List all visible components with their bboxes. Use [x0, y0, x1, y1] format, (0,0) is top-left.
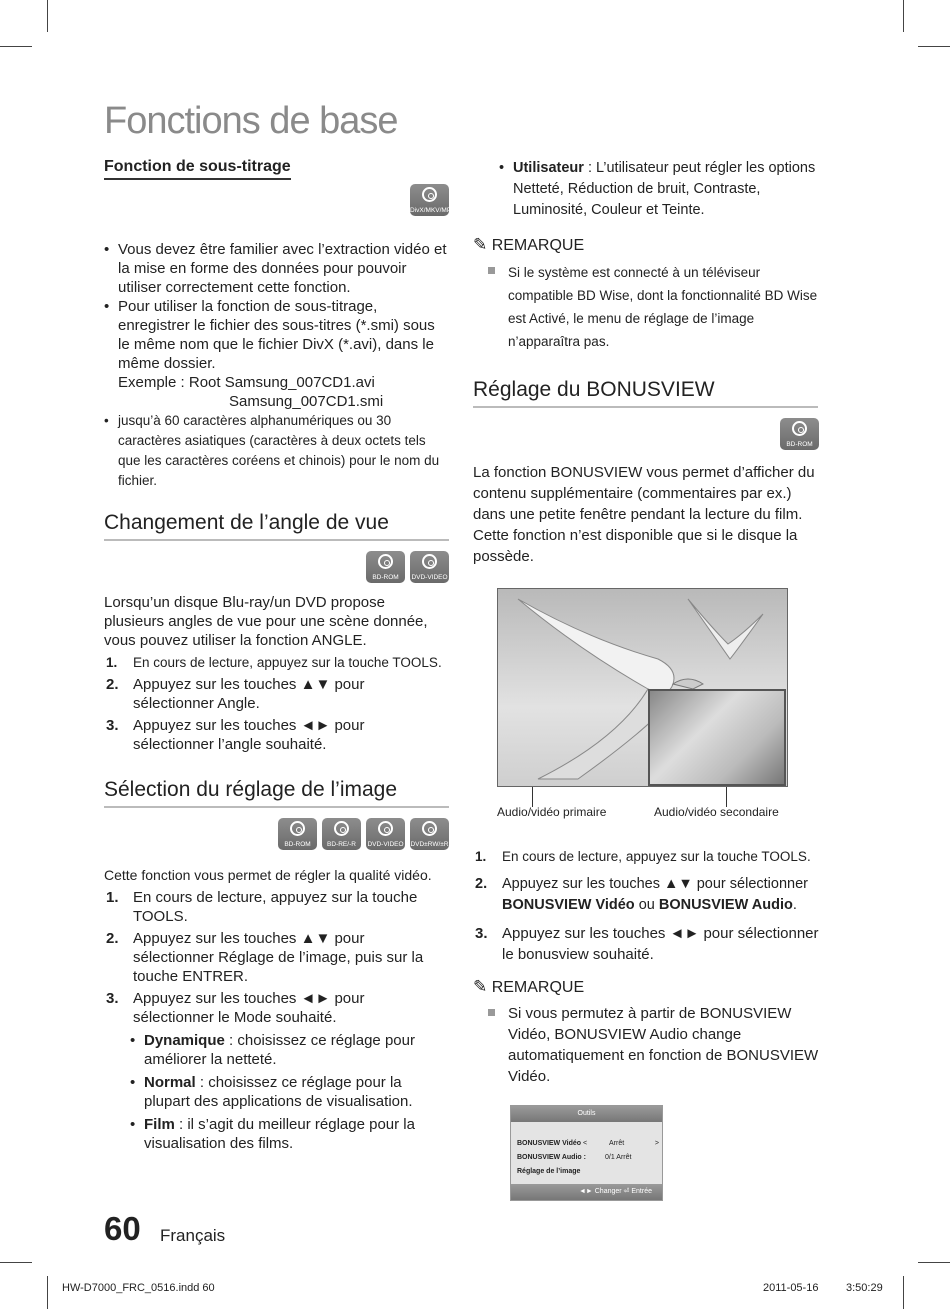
caption-secondary: Audio/vidéo secondaire: [654, 805, 779, 819]
bd-re-disc-icon: BD-RE/-R: [322, 818, 361, 850]
caption-primary: Audio/vidéo primaire: [497, 805, 607, 819]
dvd-rw-disc-icon: DVD±RW/±R: [410, 818, 449, 850]
list-item: • jusqu’à 60 caractères alphanumériques ou 30 caractères asiatiques (caractères à deux octets tels que les caractères coréens et chinois) pour le nom du fichier.: [104, 411, 449, 491]
angle-steps: [104, 653, 449, 754]
angle-intro: Lorsqu’un disque Blu-ray/un DVD propose plusieurs angles de vue pour une scène donnée, vous pouvez utiliser la fonction ANGLE.: [104, 594, 428, 649]
list-item: 1. En cours de lecture, appuyez sur la touche TOOLS.: [106, 655, 442, 670]
bd-rom-disc-icon: BD-ROM: [278, 818, 317, 850]
subtitle-bullets: [104, 240, 449, 491]
menu-footer: ◄► Changer ⏎ Entrée: [511, 1184, 662, 1200]
list-item: Si vous permutez à partir de BONUSVIEW Vidéo, BONUSVIEW Audio change automatiquement en fonction de BONUSVIEW Vidéo.: [473, 1003, 819, 1087]
left-column: [104, 158, 455, 1157]
image-disc-icons: [104, 818, 449, 850]
image-intro: Cette fonction vous permet de régler la qualité vidéo.: [104, 867, 432, 883]
pencil-icon: ✎: [473, 235, 488, 254]
crop-mark: [903, 0, 904, 32]
list-item: 3. Appuyez sur les touches ◄► pour sélectionner l’angle souhaité.: [106, 717, 365, 753]
page-language: Français: [160, 1226, 226, 1245]
list-item: • Vous devez être familier avec l’extraction vidéo et la mise en forme des données pour pouvoir utiliser correctement cette fonction.: [104, 240, 449, 297]
subtitle-heading: Fonction de sous-titrage: [104, 158, 291, 180]
subtitle-format-icons: [104, 184, 455, 216]
bonusview-illustration: [497, 588, 788, 787]
bonusview-steps-block: [473, 847, 819, 1087]
dvd-video-disc-icon: DVD-VIDEO: [410, 551, 449, 583]
callout-line: [726, 787, 727, 807]
menu-title: Outils: [511, 1106, 662, 1122]
list-item: Si le système est connecté à un téléviseur compatible BD Wise, dont la fonctionnalité BD Wise est Activé, le menu de réglage de l’image n’apparaîtra pas.: [473, 261, 819, 353]
list-item: • Dynamique : choisissez ce réglage pour améliorer la netteté.: [130, 1031, 449, 1069]
list-item: 2. Appuyez sur les touches ▲▼ pour sélectionner Réglage de l’image, puis sur la touche ENTRER.: [106, 930, 424, 985]
divx-disc-icon: DivX/MKV/MP4: [410, 184, 449, 216]
crop-mark: [918, 46, 950, 47]
angle-heading: Changement de l’angle de vue: [104, 511, 449, 541]
file-slug: HW-D7000_FRC_0516.indd 60: [62, 1282, 215, 1294]
list-item: • Film : il s’agit du meilleur réglage pour la visualisation des films.: [130, 1115, 449, 1153]
crop-mark: [903, 1276, 904, 1309]
angle-disc-icons: [104, 551, 449, 583]
image-heading: Sélection du réglage de l’image: [104, 778, 449, 808]
bonusview-disc-icons: [473, 418, 819, 450]
mode-list: [130, 1031, 449, 1153]
list-item: 1. En cours de lecture, appuyez sur la touche TOOLS.: [475, 849, 811, 864]
list-item: 3. Appuyez sur les touches ◄► pour sélectionner le Mode souhaité. • Dynamique : choisissez ce réglage pour améliorer la netteté. • Normal : choisissez ce réglage pour la plupart des applications de visualisation. • Film : il s’agit du meilleur réglage pour la visualisation des films.: [104, 989, 449, 1153]
bd-rom-disc-icon: BD-ROM: [780, 418, 819, 450]
slug-time: 3:50:29: [846, 1282, 883, 1294]
note-title: ✎ REMARQUE: [473, 235, 585, 254]
right-column: [473, 158, 819, 567]
crop-mark: [47, 1276, 48, 1309]
example-line: Samsung_007CD1.smi: [229, 393, 384, 410]
slug-date: 2011-05-16: [763, 1282, 819, 1294]
image-steps: [104, 888, 449, 1153]
list-item: 2. Appuyez sur les touches ▲▼ pour sélectionner BONUSVIEW Vidéo ou BONUSVIEW Audio.: [475, 876, 808, 913]
page-number: 60: [104, 1210, 141, 1247]
note-title: ✎ REMARQUE: [473, 977, 585, 996]
callout-line: [532, 787, 533, 807]
note-list: [473, 261, 819, 353]
bonusview-heading: Réglage du BONUSVIEW: [473, 378, 818, 408]
note-list: [473, 1003, 819, 1087]
crop-mark: [0, 46, 32, 47]
bonusview-steps: [473, 847, 819, 965]
list-item: • Utilisateur : L’utilisateur peut régler les options Netteté, Réduction de bruit, Contraste, Luminosité, Couleur et Teinte.: [499, 158, 819, 221]
list-item: • Normal : choisissez ce réglage pour la plupart des applications de visualisation.: [130, 1073, 449, 1111]
list-item: 1. En cours de lecture, appuyez sur la touche TOOLS.: [106, 889, 418, 925]
example-line: Exemple : Root Samsung_007CD1.avi: [118, 374, 375, 391]
page-title: Fonctions de base: [104, 100, 398, 142]
user-mode-list: [499, 158, 819, 221]
menu-row: Réglage de l’image: [517, 1168, 581, 1175]
list-item: • Pour utiliser la fonction de sous-titrage, enregistrer le fichier des sous-titres (*.smi) sous le même nom que le fichier DivX (*.avi), dans le même dossier. Exemple : Root Samsung_007CD1.avi Samsung_007CD1.smi: [104, 297, 449, 411]
menu-row: BONUSVIEW Vidéo < Arrêt >: [517, 1140, 659, 1147]
tools-menu-screenshot: [510, 1105, 663, 1201]
crop-mark: [918, 1262, 950, 1263]
bd-rom-disc-icon: BD-ROM: [366, 551, 405, 583]
menu-row: BONUSVIEW Audio : 0/1 Arrêt: [517, 1154, 632, 1161]
list-item: 2. Appuyez sur les touches ▲▼ pour sélectionner Angle.: [106, 676, 365, 712]
list-item: 3. Appuyez sur les touches ◄► pour sélectionner le bonusview souhaité.: [475, 925, 819, 963]
bonusview-intro: La fonction BONUSVIEW vous permet d’afficher du contenu supplémentaire (commentaires par ex.) dans une petite fenêtre pendant la lecture du film. Cette fonction n’est disponible que si le disque la possède.: [473, 464, 815, 565]
crop-mark: [0, 1262, 32, 1263]
pencil-icon: ✎: [473, 977, 488, 996]
dvd-video-disc-icon: DVD-VIDEO: [366, 818, 405, 850]
secondary-window-image: [648, 689, 786, 786]
crop-mark: [47, 0, 48, 32]
